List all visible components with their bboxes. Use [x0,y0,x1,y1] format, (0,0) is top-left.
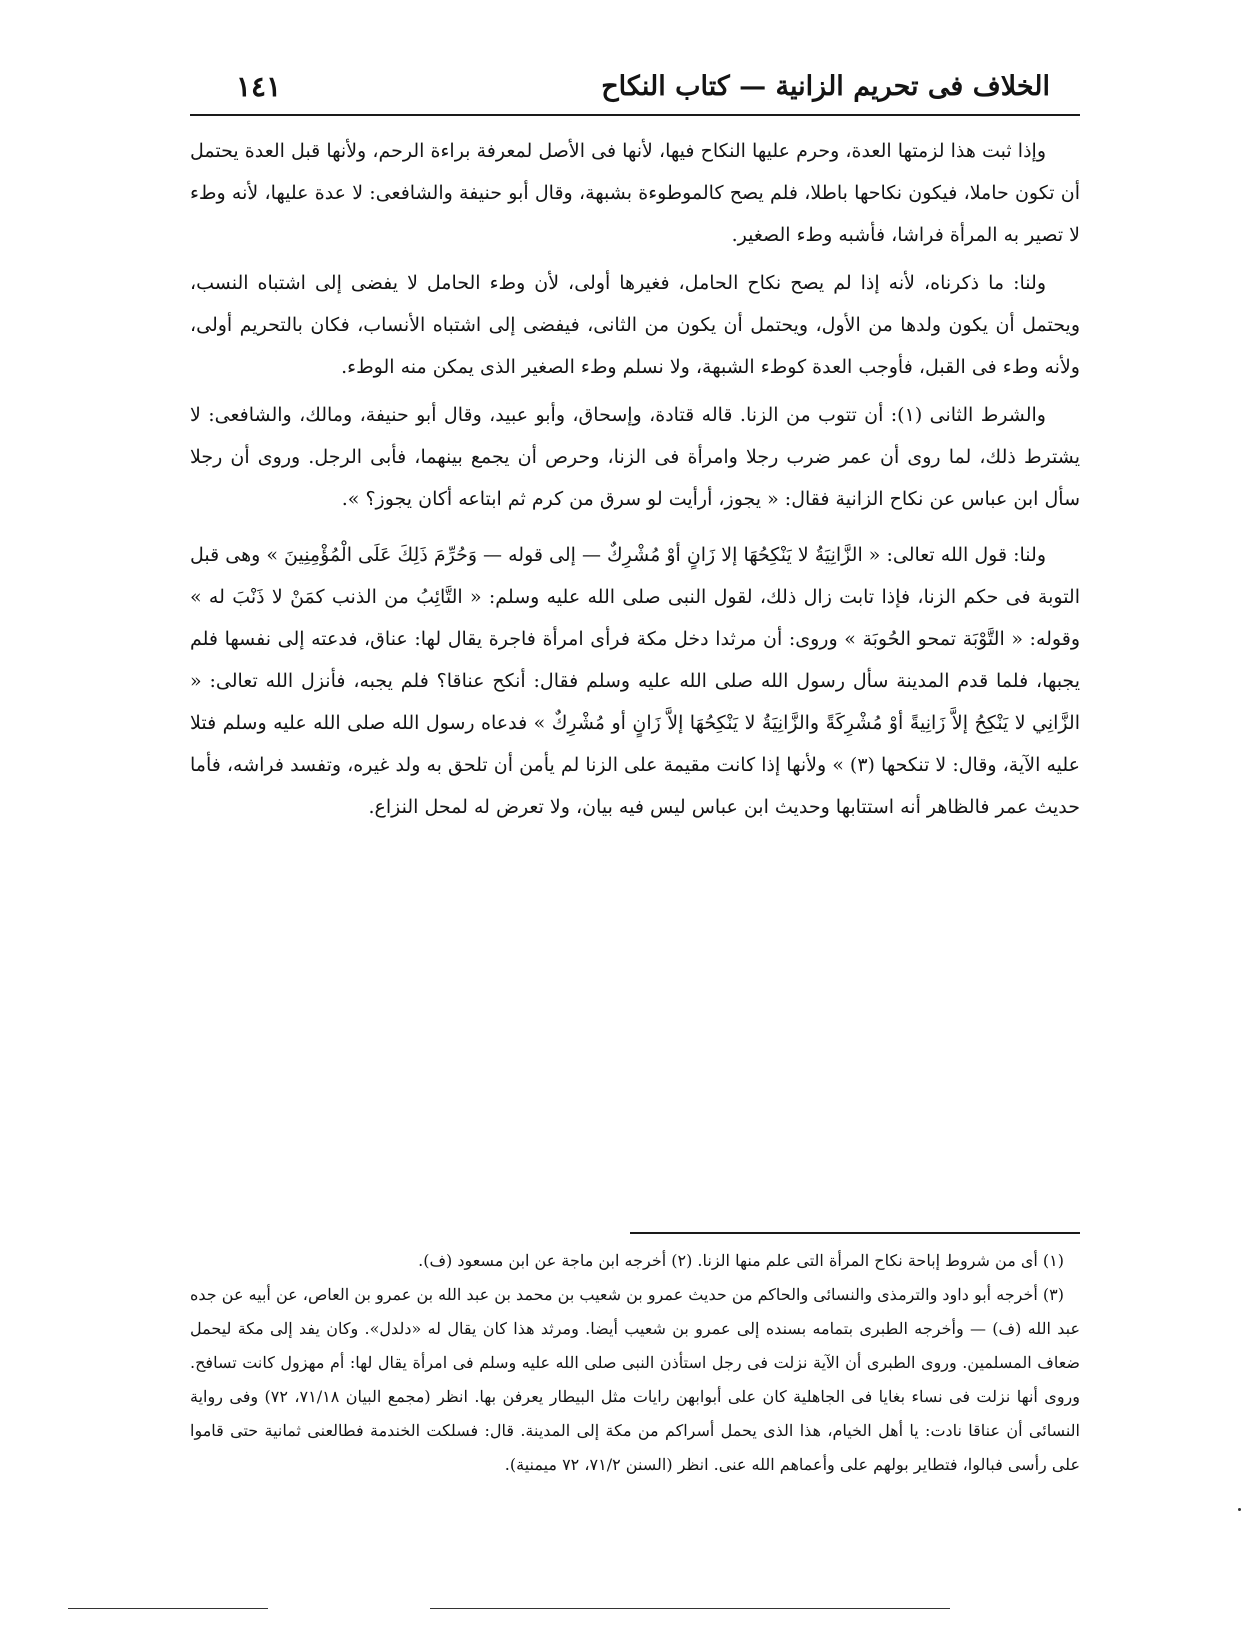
paragraph-our-argument: ولنا: ما ذكرناه، لأنه إذا لم يصح نكاح الحامل، فغيرها أولى، لأن وطء الحامل لا يفضى إلى اشتباه النسب، ويحتمل أن يكون ولدها من الأول، ويحتمل أن يكون من الثانى، فيفضى إلى اشتباه الأنساب، فكان بالتحريم أولى، ولأنه وطء فى القبل، فأوجب العدة كوطء الشبهة، ولا نسلم وطء الصغير الذى يمكن منه الوطء. [190,272,1080,378]
footnote-rule [630,1232,1080,1234]
paragraph-quranic-evidence: ولنا: قول الله تعالى: « الزَّانِيَةُ لا يَنْكِحُهَا إلا زَانٍ أوْ مُشْرِكٌ — إلى قوله — وَحُرِّمَ ذَلِكَ عَلَى الْمُؤْمِنِينَ » وهى قبل التوبة فى حكم الزنا، فإذا تابت زال ذلك، لقول النبى صلى الله عليه وسلم: « التَّائِبُ من الذنب كمَنْ لا ذَنْبَ له » وقوله: « التَّوْبَة تمحو الحُوبَة » وروى: أن مرثدا دخل مكة فرأى امرأة فاجرة يقال لها: عناق، فدعته إلى نفسها فلم يجبها، فلما قدم المدينة سأل رسول الله صلى الله عليه وسلم فقال: أنكح عناقا؟ فلم يجبه، فأنزل الله تعالى: « الزَّانِي لا يَنْكِحُ إلاَّ زَانِيةً أوْ مُشْرِكَةً والزَّانِيَةُ لا يَنْكِحُهَا إلاَّ زَانٍ أو مُشْرِكٌ » فدعاه رسول الله صلى الله عليه وسلم فتلا عليه الآية، وقال: لا تنكحها (٣) » ولأنها إذا كانت مقيمة على الزنا لم يأمن أن تلحق به ولد غيره، وتفسد فراشه، فأما حديث عمر فالظاهر أنه استتابها وحديث ابن عباس ليس فيه بيان، ولا تعرض له لمحل النزاع. [190,544,1081,818]
running-title: الخلاف فى تحريم الزانية — كتاب النكاح [601,70,1050,102]
footnote-1-2: (١) أى من شروط إباحة نكاح المرأة التى علم منها الزنا. (٢) أخرجه ابن ماجة عن ابن مسعود (ف). [418,1251,1064,1270]
page-header [190,60,1080,112]
paragraph-waiting-period: وإذا ثبت هذا لزمتها العدة، وحرم عليها النكاح فيها، لأنها فى الأصل لمعرفة براءة الرحم، ولأنها قبل العدة يحتمل أن تكون حاملا، فيكون نكاحها باطلا، فلم يصح كالموطوءة بشبهة، وقال أبو حنيفة والشافعى: لا عدة عليها، لأنه وطء لا تصير به المرأة فراشا، فأشبه وطء الصغير. [190,140,1080,246]
bottom-rule-left [68,1608,268,1609]
page-number: ١٤١ [236,69,282,103]
bottom-rule-right [430,1608,950,1609]
paragraph-second-condition: والشرط الثانى (١): أن تتوب من الزنا. قاله قتادة، وإسحاق، وأبو عبيد، وقال أبو حنيفة، ومالك، والشافعى: لا يشترط ذلك، لما روى أن عمر ضرب رجلا وامرأة فى الزنا، وحرص أن يجمع بينهما، فأبى الرجل. وروى أن رجلا سأل ابن عباس عن نكاح الزانية فقال: « يجوز، أرأيت لو سرق من كرم ثم ابتاعه أكان يجوز؟ ». [190,404,1080,510]
footnotes [190,1244,1080,1482]
scan-mark [1238,1508,1241,1511]
footnote-3: (٣) أخرجه أبو داود والترمذى والنسائى والحاكم من حديث عمرو بن شعيب بن محمد بن عبد الله بن عمرو بن العاص، عن أبيه عن جده عبد الله (ف) — وأخرجه الطبرى بتمامه بسنده إلى عمرو بن شعيب أيضا. ومرثد هذا كان يقال له «دلدل». وكان يفد إلى مكة ليحمل ضعاف المسلمين. وروى الطبرى أن الآية نزلت فى رجل استأذن النبى صلى الله عليه وسلم فى امرأة يقال لها: أم مهزول كانت تسافح. وروى أنها نزلت فى نساء بغايا فى الجاهلية كان على أبوابهن رايات مثل البيطار يعرفن بها. انظر (مجمع البيان ٧١/١٨، ٧٢) وفى رواية النسائى أن عناقا نادت: يا أهل الخيام، هذا الذى يحمل أسراكم من مكة إلى المدينة. قال: فسلكت الخندمة فطالعنى ثمانية حتى قاموا على رأسى فبالوا، فتطاير بولهم على وأعماهم الله عنى. انظر (السنن ٧١/٢، ٧٢ ميمنية). [190,1285,1080,1474]
main-text [190,130,1080,828]
header-rule [190,114,1080,116]
